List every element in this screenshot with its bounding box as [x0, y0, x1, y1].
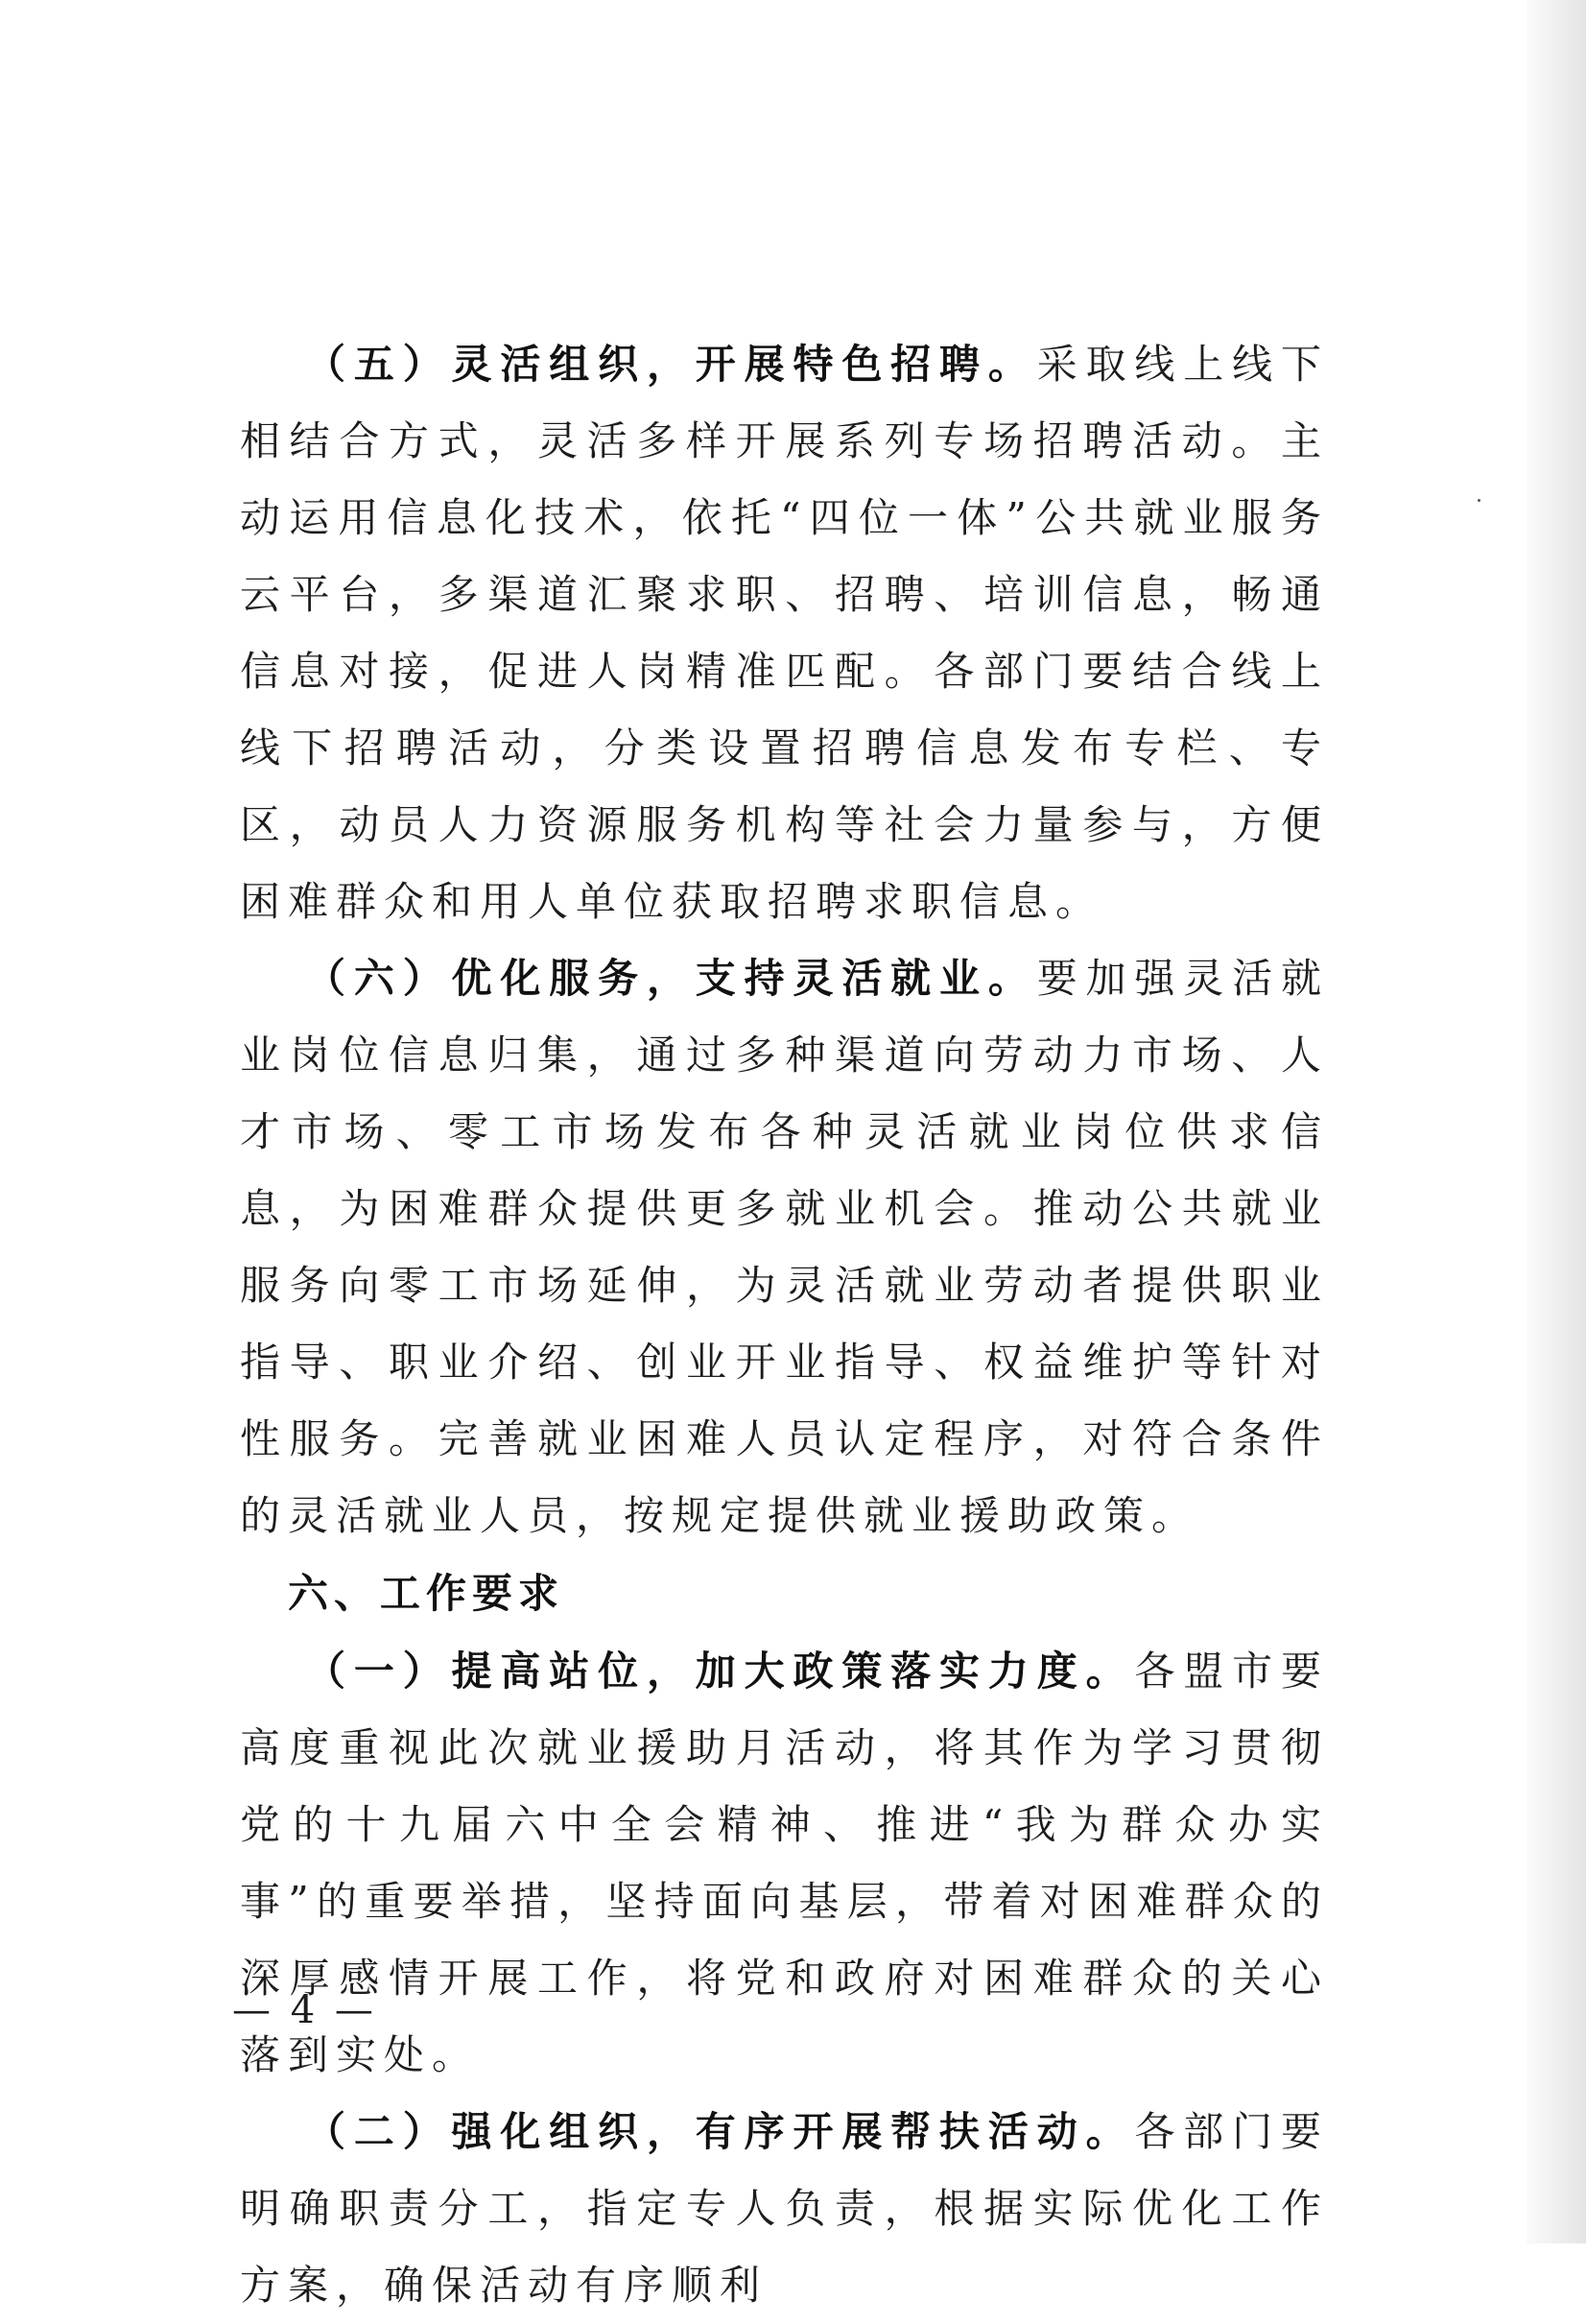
paragraph-text: 各部门要明确职责分工，指定专人负责，根据实际优化工作方案，确保活动有序顺利: [240, 2108, 1329, 2309]
paragraph-lead: （五）灵活组织，开展特色招聘。: [305, 341, 1037, 388]
paragraph-lead: （一）提高站位，加大政策落实力度。: [305, 1648, 1135, 1695]
paragraph-text: 采取线上线下相结合方式，灵活多样开展系列专场招聘活动。主动运用信息化技术，依托“四位一体”公共就业服务云平台，多渠道汇聚求职、招聘、培训信息，畅通信息对接，促进人岗精准匹配。各部门要结合线上线下招聘活动，分类设置招聘信息发布专栏、专区，动员人力资源服务机构等社会力量参与，方便困难群众和用人单位获取招聘求职信息。: [240, 341, 1329, 925]
page-number: — 4 —: [232, 1988, 377, 2032]
document-body: [240, 326, 1329, 2324]
scan-speck: [1478, 499, 1480, 502]
paragraph-flexible-recruitment: [240, 326, 1329, 940]
paragraph-text: 要加强灵活就业岗位信息归集，通过多种渠道向劳动力市场、人才市场、零工市场发布各种灵活就业岗位供求信息，为困难群众提供更多就业机会。推动公共就业服务向零工市场延伸，为灵活就业劳动者提供职业指导、职业介绍、创业开业指导、权益维护等针对性服务。完善就业困难人员认定程序，对符合条件的灵活就业人员，按规定提供就业援助政策。: [240, 955, 1329, 1539]
paragraph-raise-standing: [240, 1633, 1329, 2094]
paragraph-flexible-employment: [240, 940, 1329, 1554]
paragraph-lead: （六）优化服务，支持灵活就业。: [305, 955, 1037, 1002]
paragraph-text: 各盟市要高度重视此次就业援助月活动，将其作为学习贯彻党的十九届六中全会精神、推进“我为群众办实事”的重要举措，坚持面向基层，带着对困难群众的深厚感情开展工作，将党和政府对困难群众的关心落到实处。: [240, 1648, 1329, 2078]
section-heading-work-requirements: 六、工作要求: [288, 1570, 565, 1617]
paragraph-strengthen-organization: [240, 2094, 1329, 2324]
scan-edge-shadow: [1527, 0, 1586, 2243]
paragraph-lead: （二）强化组织，有序开展帮扶活动。: [305, 2108, 1135, 2155]
